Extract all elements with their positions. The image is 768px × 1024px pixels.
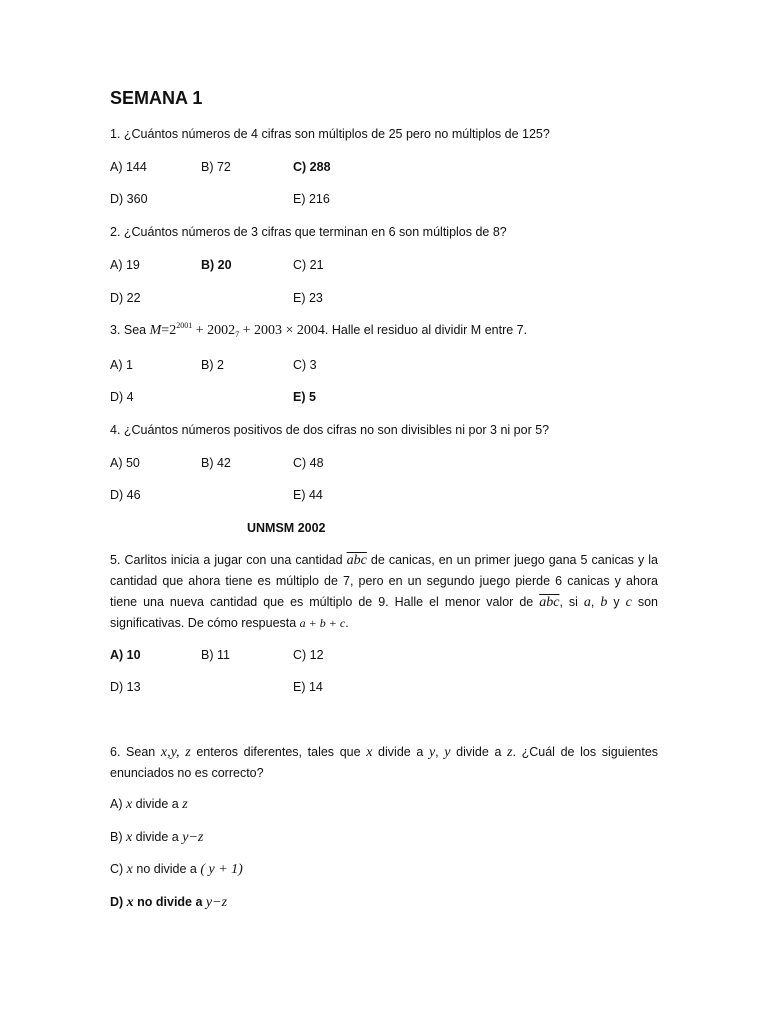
q5-text-1: 5. Carlitos inicia a jugar con una cantidad: [110, 553, 347, 567]
q5-text-3: , si: [559, 595, 584, 609]
q6-option-a-var: x: [125, 797, 133, 812]
q1-option-c-correct: C) 288: [293, 160, 331, 174]
question-2-text: 2. ¿Cuántos números de 3 cifras que terminan en 6 son múltiplos de 8?: [110, 225, 507, 239]
q6-option-c-var: x: [126, 862, 133, 877]
q6-var-x: x: [366, 745, 373, 760]
q6-option-b-mid: divide a: [132, 830, 183, 844]
q6-text-6: . ¿Cuál de los siguientes enunciados no es correcto?: [110, 745, 659, 780]
q5-sum: a + b + c: [299, 616, 346, 630]
q5-abc-2: $\overline{abc}$: [539, 595, 560, 610]
q1-option-b: B) 72: [201, 160, 231, 174]
q5-var-c: c: [625, 595, 632, 610]
q3-eq: =2: [161, 323, 177, 338]
q6-text-3: divide a: [372, 745, 429, 759]
q5-option-e: E) 14: [293, 680, 323, 694]
section-heading: UNMSM 2002: [247, 521, 326, 535]
q5-option-d: D) 13: [110, 680, 141, 694]
q5-var-a: a: [583, 595, 591, 610]
q3-option-a: A) 1: [110, 358, 133, 372]
q2-option-d: D) 22: [110, 291, 141, 305]
q5-option-a-correct: A) 10: [110, 648, 141, 662]
q6-option-c-expr: ( y + 1): [200, 862, 243, 877]
q5-text-6: son significativas. De cómo respuesta: [110, 595, 658, 630]
q2-option-e: E) 23: [293, 291, 323, 305]
q3-option-b: B) 2: [201, 358, 224, 372]
q6-option-a-expr: z: [182, 797, 188, 812]
q2-option-c: C) 21: [293, 258, 324, 272]
q1-option-e: E) 216: [293, 192, 330, 206]
q5-text-4: ,: [590, 595, 601, 609]
q6-text-2: enteros diferentes, tales que: [190, 745, 367, 759]
q6-text-1: 6. Sean: [110, 745, 161, 759]
q5-option-b: B) 11: [201, 648, 230, 662]
q4-option-c: C) 48: [293, 456, 324, 470]
q6-option-c-label: C): [110, 862, 127, 876]
q4-option-e: E) 44: [293, 488, 323, 502]
q6-option-c: [110, 862, 243, 878]
q2-option-b-correct: B) 20: [201, 258, 232, 272]
q1-option-a: A) 144: [110, 160, 147, 174]
q6-option-d-correct: [110, 895, 227, 911]
q6-option-d-expr: y−z: [205, 895, 228, 910]
question-3-text: [110, 321, 527, 339]
q6-option-b-var: x: [125, 830, 133, 845]
q4-option-a: A) 50: [110, 456, 140, 470]
q5-option-c: C) 12: [293, 648, 324, 662]
q6-vars: x,y, z: [160, 745, 191, 760]
q6-option-a-mid: divide a: [132, 797, 183, 811]
q3-exponent: 2001: [176, 321, 193, 330]
q6-option-b: [110, 830, 203, 846]
q6-option-d-label: D): [110, 895, 127, 909]
q5-text-7: .: [345, 616, 349, 630]
q6-text-4: ,: [435, 745, 445, 759]
q6-option-d-var: x: [126, 895, 134, 910]
question-4-text: 4. ¿Cuántos números positivos de dos cifras no son divisibles ni por 3 ni por 5?: [110, 423, 550, 437]
q3-term-2002: + 2002: [192, 323, 236, 338]
question-6-text: [110, 742, 658, 784]
q3-m: M: [149, 323, 162, 338]
q1-option-d: D) 360: [110, 192, 148, 206]
q4-option-b: B) 42: [201, 456, 231, 470]
q6-var-y: y: [428, 745, 436, 760]
page-title: SEMANA 1: [110, 88, 203, 108]
q3-prefix: 3. Sea: [110, 323, 150, 337]
q6-option-a-label: A): [110, 797, 126, 811]
q5-text-5: y: [607, 595, 626, 609]
q3-option-d: D) 4: [110, 390, 134, 404]
q3-rest: + 2003 × 2004: [239, 323, 325, 338]
question-5-text: [110, 550, 658, 634]
q6-option-b-label: B): [110, 830, 126, 844]
q4-option-d: D) 46: [110, 488, 141, 502]
q2-option-a: A) 19: [110, 258, 140, 272]
q6-option-b-expr: y−z: [182, 830, 204, 845]
q5-text-2: de canicas, en un primer juego gana 5 canicas y la cantidad que ahora tiene es múltiplo de 7, pero en un segundo juego pierde 6 canicas y ahora tiene una nueva cantidad que es múltiplo de 9. Halle el menor valor de: [110, 553, 658, 609]
q6-var-z: z: [507, 745, 513, 760]
q6-text-5: divide a: [450, 745, 508, 759]
q6-var-y-2: y: [444, 745, 451, 760]
q3-suffix: . Halle el residuo al dividir M entre 7.: [324, 323, 528, 337]
q3-option-e-correct: E) 5: [293, 390, 316, 404]
q3-base-subscript: 7: [235, 330, 240, 339]
question-1-text: 1. ¿Cuántos números de 4 cifras son múltiplos de 25 pero no múltiplos de 125?: [110, 127, 550, 141]
q6-option-a: [110, 797, 188, 813]
q3-option-c: C) 3: [293, 358, 317, 372]
q6-option-c-mid: no divide a: [132, 862, 201, 876]
q5-abc: $\overline{abc}$: [346, 553, 367, 568]
q5-var-b: b: [600, 595, 608, 610]
q6-option-d-mid: no divide a: [133, 895, 206, 909]
